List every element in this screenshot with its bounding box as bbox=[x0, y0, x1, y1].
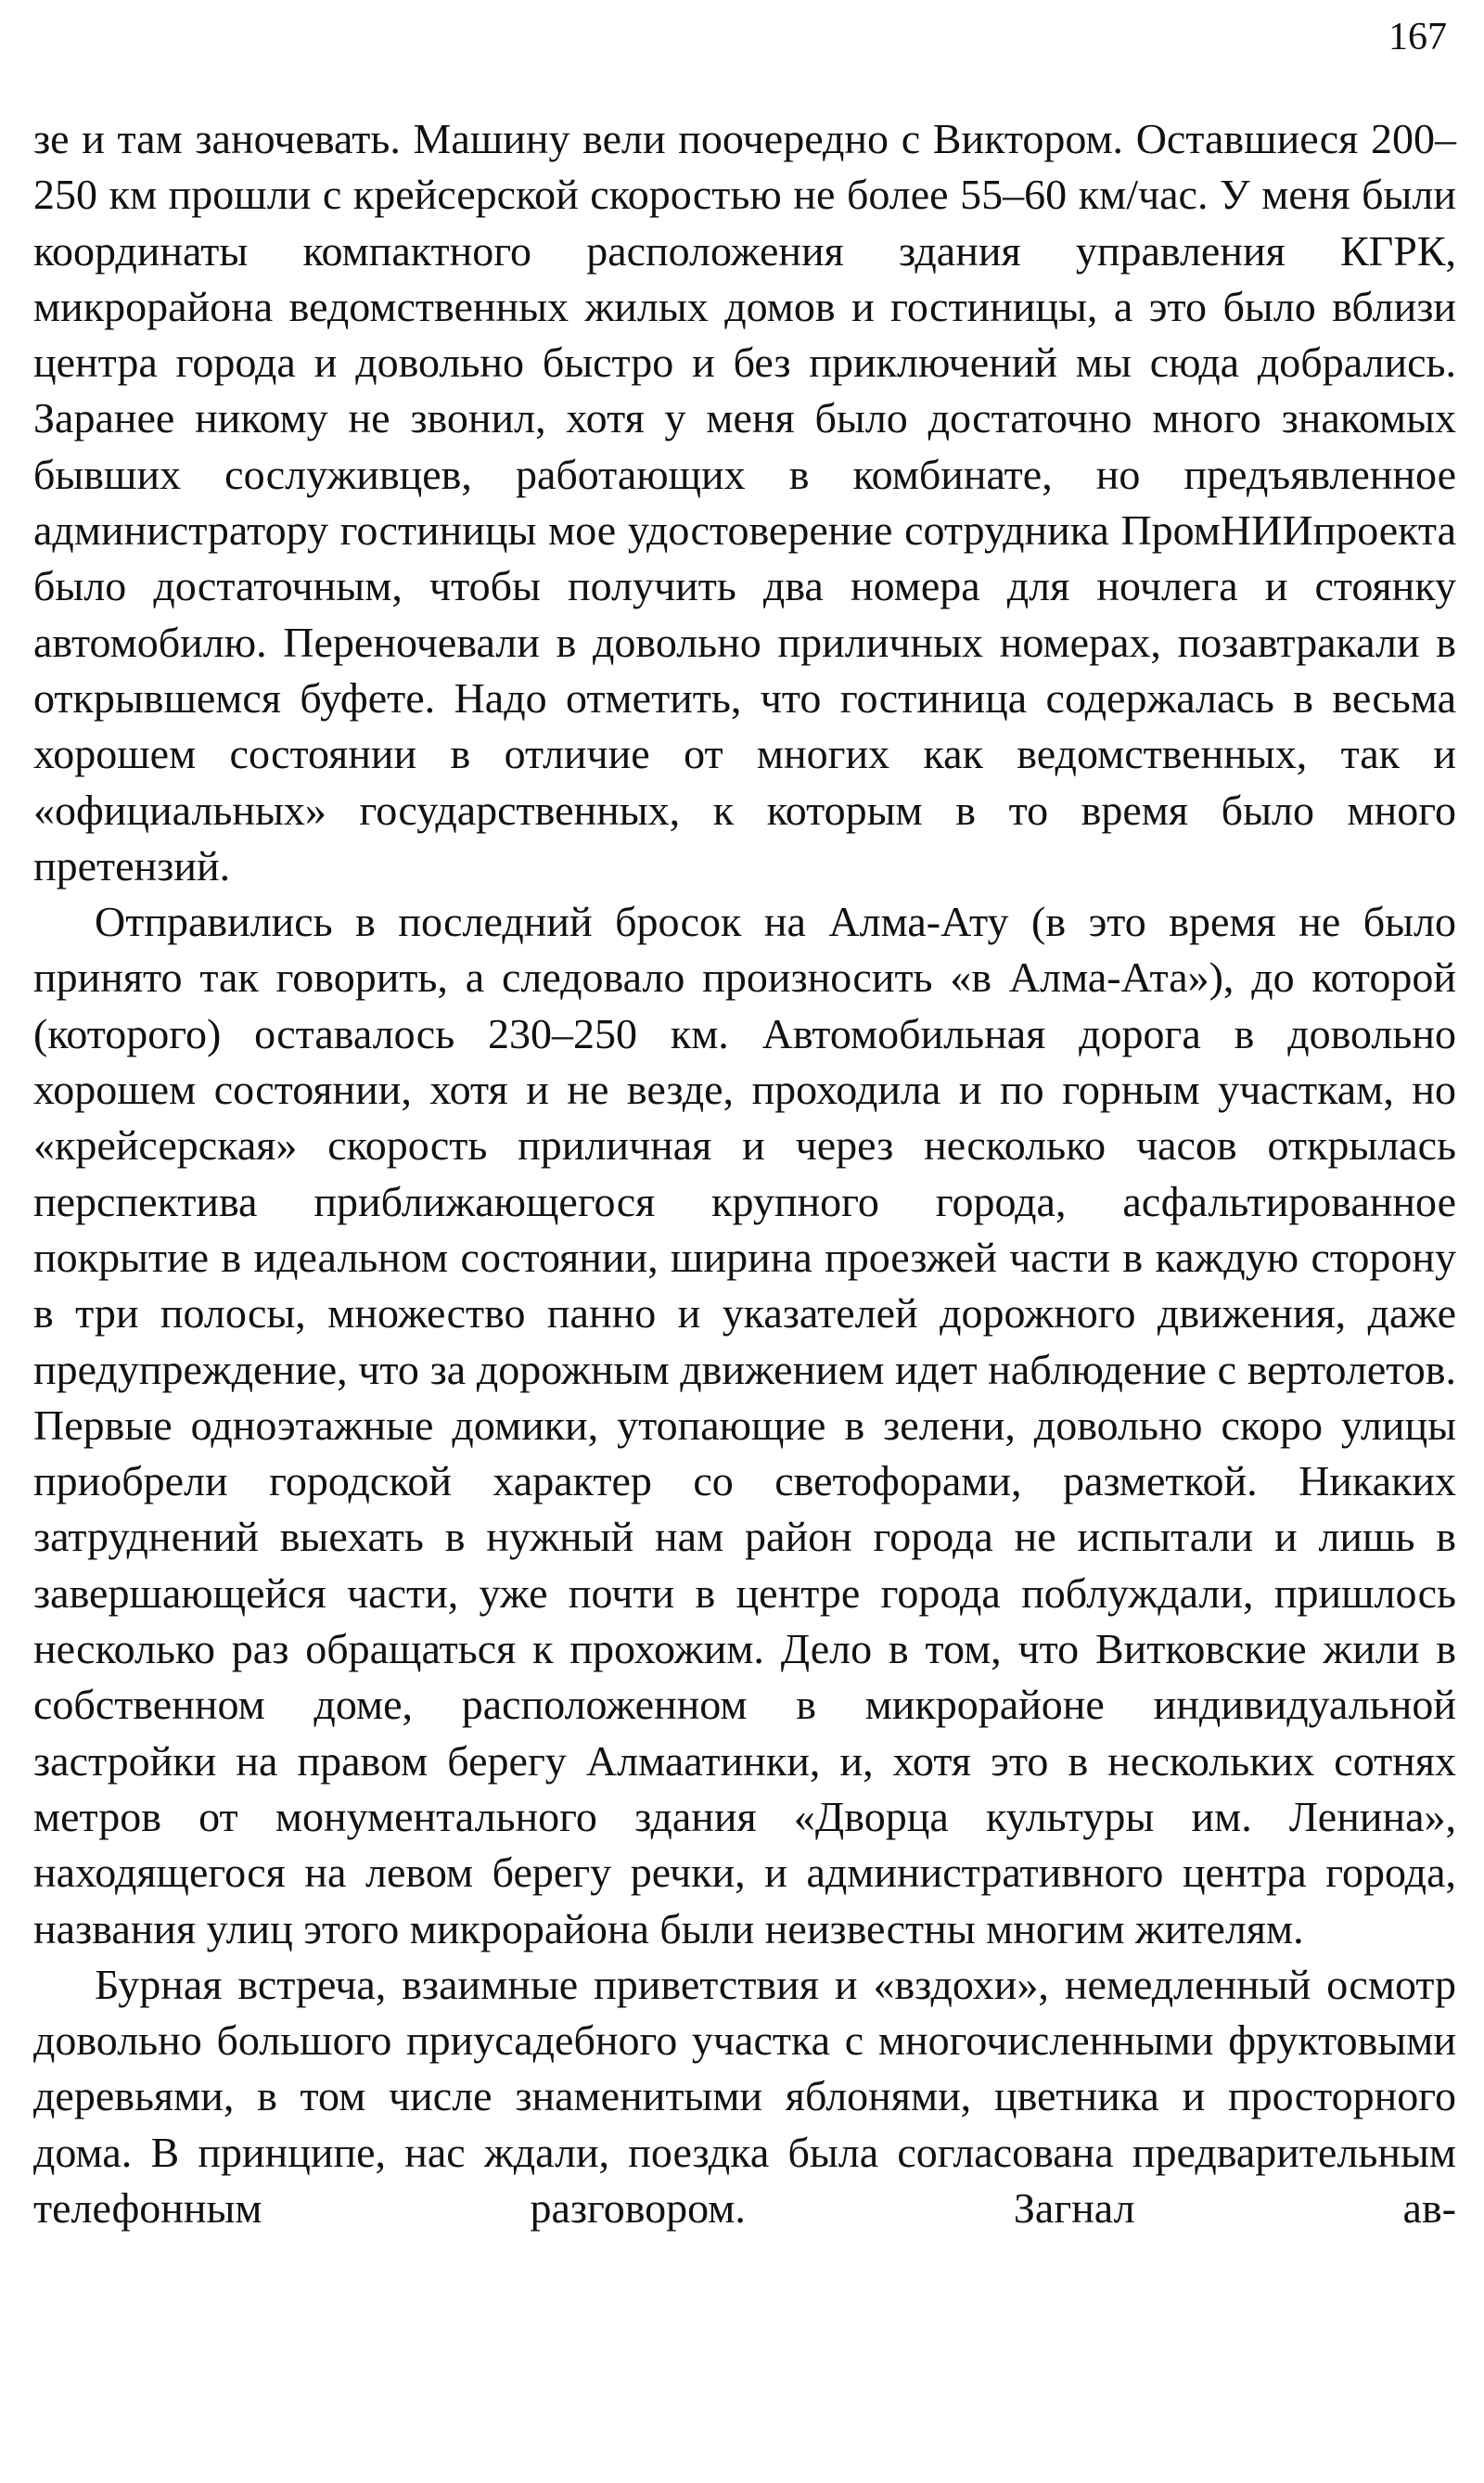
body-text bbox=[33, 111, 1456, 2236]
paragraph-1: зе и там заночевать. Машину вели поочередно с Виктором. Оставшиеся 200–250 км прошли с крейсерской скоростью не более 55–60 км/час. У меня были координаты компактного расположения здания управления КГРК, микрорайона ведомственных жилых домов и гостиницы, а это было вблизи центра города и довольно быстро и без приключений мы сюда добрались. Заранее никому не звонил, хотя у меня было достаточно много знакомых бывших сослуживцев, работающих в комбинате, но предъявленное администратору гостиницы мое удостоверение сотрудника ПромНИИпроекта было достаточным, чтобы получить два номера для ночлега и стоянку автомобилю. Переночевали в довольно приличных номерах, позавтракали в открывшемся буфете. Надо отметить, что гостиница содержалась в весьма хорошем состоянии в отличие от многих как ведомственных, так и «официальных» государственных, к которым в то время было много претензий. bbox=[33, 115, 1456, 890]
paragraph-3: Бурная встреча, взаимные приветствия и «вздохи», немедленный осмотр довольно большого приусадебного участка с многочисленными фруктовыми деревьями, в том числе знаменитыми яблонями, цветника и просторного дома. В принципе, нас ждали, поездка была согласована предварительным телефонным разговором. Загнал ав- bbox=[33, 1960, 1456, 2232]
page-number: 167 bbox=[1388, 16, 1447, 58]
paragraph-2: Отправились в последний бросок на Алма-Ату (в это время не было принято так говорить, а следовало произносить «в Алма-Ата»), до которой (которого) оставалось 230–250 км. Автомобильная дорога в довольно хорошем состоянии, хотя и не везде, проходила и по горным участкам, но «крейсерская» скорость приличная и через несколько часов открылась перспектива приближающегося крупного города, асфальтированное покрытие в идеальном состоянии, ширина проезжей части в каждую сторону в три полосы, множество панно и указателей дорожного движения, даже предупреждение, что за дорожным движением идет наблюдение с вертолетов. Первые одноэтажные домики, утопающие в зелени, довольно скоро улицы приобрели городской характер со светофорами, разметкой. Никаких затруднений выехать в нужный нам район города не испытали и лишь в завершающейся части, уже почти в центре города поблуждали, пришлось несколько раз обращаться к прохожим. Дело в том, что Витковские жили в собственном доме, расположенном в микрорайоне индивидуальной застройки на правом берегу Алмаатинки, и, хотя это в нескольких сотнях метров от монументального здания «Дворца культуры им. Ленина», находящегося на левом берегу речки, и административного центра города, названия улиц этого микрорайона были неизвестны многим жителям. bbox=[33, 898, 1456, 1952]
